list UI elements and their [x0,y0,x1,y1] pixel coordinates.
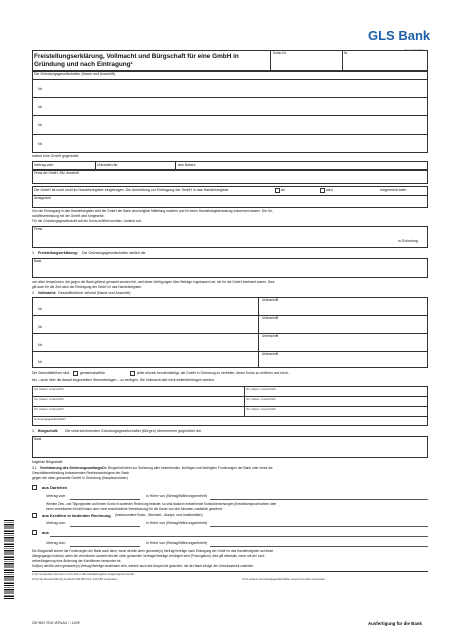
aus-checkbox[interactable] [32,530,37,535]
form-title-line1: Freistellungserklärung, Vollmacht und Bürgschaft für eine GmbH in [34,53,239,60]
sig-label-2: Ort, Datum, Unterschrift [246,387,276,391]
section3-text: Die unterzeichnenden Gründungsgesellschafter (Bürgen) übernehmen gegenüber der [65,429,202,433]
aus-vertrag-label: Vertrag vom [46,541,66,545]
manager-sig-1: Unterschrift [262,298,279,302]
register-text: Die GmbH ist noch nicht im Handelsregister eingetragen. Die Anmeldung zur Eintragung der GmbH in das Handelsregister [34,188,229,192]
logo-swoosh [368,43,426,47]
zins-line-1: Werden Zins- und Tilgungsraten auf einem Konto in laufender Rechnung belastet, so sind dadurch entstehende Kontoüberziehungen (Kreditinanspruchnahme über [46,502,277,506]
section1-num: 1 [32,251,34,255]
konto-nr-label: Konto-Nr. [273,51,287,55]
intro-line-1: Von der Eintragung in das Handelsregister wird die GmbH der Bank unverzüglich Mitteilung machen und ihr einen Handelsregisterauszug zukommen lassen. Die Ge- [32,209,274,213]
folgende-label: folgende Bürgschaft: [32,460,64,464]
authority-text-c: jeder einzeln bevollmächtigt, die GmbH in Gründung zu vertreten, deren Konto zu eröffnen und hierü- [137,371,289,375]
s31-line-1: Die Bürgschaft dient zur Sicherung aller bestehenden, künftigen und bedingten Forderungen der Bank oder eines die [102,466,273,470]
zins-line-2: einen vereinbarten Kredit hinaus oder ohne ausdrückliche Vereinbarung) für die Dauer von drei Monaten zusätzlich gesichert. [46,507,223,511]
s31-title: Vereinbarung des Sicherungsumfangs: [40,466,104,470]
manager-sig-2: Unterschrift [262,316,279,320]
end-line-4: Soll(en) der/die oben genannte(n) Vertrag/Verträge unwirksam sein, werden auch alle Ansprüche gesichert, die der Bank infolge der Unwirksamkeit zustehen. [32,564,255,568]
laufend-checkbox[interactable] [32,513,37,518]
section3-bank-label: Bank [34,437,42,441]
darlehen-checkbox[interactable] [32,485,37,490]
laufend-vertrag-label: Vertrag vom [46,521,66,525]
wird-checkbox[interactable] [320,188,325,193]
firma-field[interactable] [32,170,428,184]
vertrag-label: Vertrag vom [34,163,54,167]
nr-label: Nr. [344,51,349,55]
side-barcode [4,520,14,600]
footnote-3: 3 Für weitere Gründungsgesellschafter neues Formular verwenden. [242,577,326,581]
manager-sig-4: Unterschrift [262,352,279,356]
ist-checkbox[interactable] [275,188,280,193]
section3-bank-field[interactable] [32,436,428,458]
konto-firma-field[interactable] [32,226,428,248]
sig-label-1: Ort, Datum, Unterschrift [34,387,64,391]
gemeinschaftlich-checkbox[interactable] [73,371,78,376]
manager-row-2[interactable]: Nr. [38,325,43,329]
wird-label: wird [326,188,333,192]
vertrag-row[interactable] [32,161,428,170]
eingereicht-label: eingereicht beim [380,188,407,192]
section1-para-2: gilt auch für die Zeit nach der Eintragung der GmbH in das Handelsregister. [32,285,142,289]
urkunden-label: Urkunden-Nr. [97,163,119,167]
section2-title: Vollmacht: [38,291,57,295]
s31-num: 3.1 [32,466,37,470]
section1-para-1: von allen Ansprüchen, die gegen die Bank geltend gemacht werden frei, weil diese Verfügungen über Beträge zugelassen hat, die für die GmbH bestimmt waren. Dies [32,280,275,284]
sig-label-6: Ort, Datum, Unterschrift [246,407,276,411]
section2-text: Geschäftsführer ist/sind (Name und Anschrift) [58,291,131,295]
founder-row-1[interactable]: Nr. [38,87,43,91]
in-gruendung-label: in Gründung [398,239,418,243]
end-line-2: übergegangen ist/sind, wenn die vereinbarte Laufzeit des/der oben genannten Vertrags/Verträge verlängert wird (Prolongation), dies gilt ebenfalls, wenn mit der Lauf- [32,554,266,558]
manager-row-4[interactable]: Nr. [38,360,43,364]
founder-row-3[interactable]: Nr. [38,123,43,127]
ist-label: ist [281,188,285,192]
sig-label-5: Ort, Datum, Unterschrift [34,407,64,411]
footnote-1: 1 Nur verwenden bei einer noch nicht in das Handelsregister eingetragenen GmbH [32,572,135,576]
section3-title: Bürgschaft: [38,429,59,433]
founder-row-4[interactable]: Nr. [38,142,43,146]
firma-label: Firma der GmbH, Sitz, Anschrift [34,171,79,175]
section1-bank-field[interactable] [32,258,428,278]
laufend-sub-label: (insbesondere Buch-, Wechsel-, Akzept- und Avalkrediten) [115,513,203,517]
founders-box[interactable] [32,71,428,153]
darlehen-hoehe-label: in Höhe von (Betrag/Währungseinheit) [146,494,208,498]
sig-label-4: Ort, Datum, Unterschrift [246,397,276,401]
laufend-hoehe-label: in Höhe von (Betrag/Währungseinheit) [146,521,208,525]
aus-hoehe-label: in Höhe von (Betrag/Währungseinheit) [146,541,208,545]
footnote-2: 2 Für die Kontoeröffnung Vordruck 240 000 bzw. 240 180 verwenden. [32,577,119,581]
copy-label: Ausfertigung für die Bank [368,621,422,626]
form-code: 230 950 I ©DG VERLAG ☐ 11/09 [32,621,80,625]
founder-row-2[interactable]: Nr. [38,105,43,109]
notar-label: des Notars [178,163,196,167]
end-line-3: zeitverlängerung eine Änderung der Konditionen verbunden ist. [32,559,122,563]
section1-text: Die Gründungsgesellschafter stellen die [82,251,146,255]
section1-bank-label: Bank [34,259,42,263]
darlehen-vertrag-label: Vertrag vom [46,494,66,498]
authority-text-b: gemeinschaftlich [80,371,106,375]
intro-line-2: schäftsverbindung mit der GmbH wird fortgesetzt. [32,214,105,218]
s31-line-3: gegen die oben genannte GmbH in Gründung (Hauptschuldner) [32,476,128,480]
aus-label: aus [42,530,49,535]
founding-line: haben eine GmbH gegründet. [32,154,80,158]
authority-text-d: ber – auch über die darauf eingezahlten Stammeinlagen – zu verfügen. Die Vollmacht darf nicht weiterübertragen werden. [32,378,215,382]
manager-sig-3: Unterschrift [262,334,279,338]
s31-line-2: Geschäftsverbindung fortsetzenden Rechtsnachfolgers der Bank [32,471,130,475]
founders-label: Die Gründungsgesellschafter (Name und Anschrift) [34,72,116,76]
logo-text: GLS Bank [368,28,431,43]
manager-row-1[interactable]: Nr. [38,307,43,311]
form-title-line2: Gründung und nach Eintragung¹ [34,61,133,68]
section1-title: Freistellungserklärung: [38,251,78,255]
darlehen-label: aus Darlehen [42,485,68,490]
founder-sig-label: Gründungsgesellschafter* [34,417,67,421]
manager-row-3[interactable]: Nr. [38,343,43,347]
intro-line-3: Für die Gründungsgesellschaft soll ein Konto eröffnet werden², lautend auf: [32,219,142,223]
konto-firma-label: Firma [34,227,43,231]
section2-num: 2 [32,291,34,295]
laufend-label: aus Krediten in laufender Rechnung [42,513,111,518]
section3-num: 3 [32,429,34,433]
amtsgericht-label: Amtsgericht [34,196,51,200]
end-line-1: Die Bürgschaft sichert die Forderungen der Bank auch dann, wenn der/die oben genannte(n) Vertrag/Verträge nach Eintragung der GmbH in das Handelsregister auf diese [32,549,274,553]
authority-text-a: Die Geschäftsführer sind [32,371,70,375]
einzeln-checkbox[interactable] [130,371,135,376]
sig-label-3: Ort, Datum, Unterschrift [34,397,64,401]
